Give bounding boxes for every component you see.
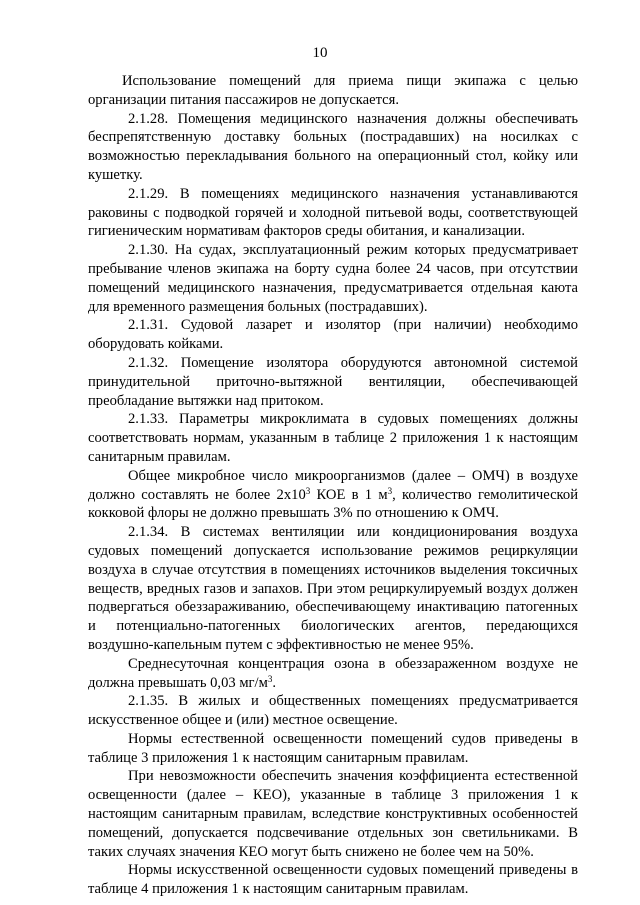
omch-text-part2: КОЕ в 1 м bbox=[310, 486, 388, 503]
omch-text-part1: Общее микробное число микроорганизмов (далее – ОМЧ) в воздухе должно составлять не более 2х10 bbox=[88, 467, 578, 503]
paragraph-artificial-lighting: Нормы искусственной освещенности судовых помещений приведены в таблице 4 приложения 1 к настоящим санитарным правилам. bbox=[88, 862, 578, 898]
paragraph-natural-lighting: Нормы естественной освещенности помещений судов приведены в таблице 3 приложения 1 к настоящим санитарным правилам. bbox=[88, 730, 578, 766]
paragraph-2-1-31: 2.1.31. Судовой лазарет и изолятор (при наличии) необходимо оборудовать койками. bbox=[88, 317, 578, 353]
paragraph-2-1-33: 2.1.33. Параметры микроклимата в судовых помещениях должны соответствовать нормам, указанным в таблице 2 приложения 1 к настоящим санитарным правилам. bbox=[88, 411, 578, 465]
paragraph-omch bbox=[88, 467, 578, 523]
paragraph-2-1-35: 2.1.35. В жилых и общественных помещениях предусматривается искусственное общее и (или) местное освещение. bbox=[88, 693, 578, 729]
omch-exponent-2: 3 bbox=[387, 485, 393, 496]
paragraph-2-1-32: 2.1.32. Помещение изолятора оборудуются автономной системой принудительной приточно-вытяжной вентиляции, обеспечивающей преобладание вытяжки над притоком. bbox=[88, 354, 578, 409]
page-number: 10 bbox=[312, 45, 328, 61]
omch-text-part3: , количество гемолитической кокковой флоры не должно превышать 3% по отношению к ОМЧ. bbox=[88, 486, 579, 522]
paragraph-2-1-34: 2.1.34. В системах вентиляции или кондиционирования воздуха судовых помещений допускается использование режимов рециркуляции воздуха в случае отсутствия в помещениях источников выделения токсичных веществ, вредных газов и запахов. При этом рециркулируемый воздух должен подвергаться обеззараживанию, обеспечивающему инактивацию патогенных и потенциально-патогенных биологических агентов, передающихся воздушно-капельным путем с эффективностью не менее 95%. bbox=[88, 524, 578, 653]
paragraph-2-1-29: 2.1.29. В помещениях медицинского назначения устанавливаются раковины с подводкой горячей и холодной питьевой воды, соответствующей гигиеническим нормативам факторов среды обитания, и канализации. bbox=[88, 185, 578, 240]
ozone-exponent: 3 bbox=[267, 673, 273, 684]
paragraph-keo: При невозможности обеспечить значения коэффициента естественной освещенности (далее – КЕО), указанные в таблице 3 приложения 1 к настоящим санитарным правилам, вследствие конструктивных особенностей помещений, допускается подсвечивание отдельных зон светильниками. В таких случаях значения КЕО могут быть снижено не более чем на 50%. bbox=[88, 768, 578, 860]
ozone-text-part1: Среднесуточная концентрация озона в обеззараженном воздухе не должна превышать 0,03 мг/м bbox=[88, 655, 578, 691]
paragraph-dining-rooms: Использование помещений для приема пищи экипажа с целью организации питания пассажиров не допускается. bbox=[88, 73, 578, 108]
paragraph-2-1-28: 2.1.28. Помещения медицинского назначения должны обеспечивать беспрепятственную доставку больных (пострадавших) на носилках с возможностью перекладывания больного на операционный стол, койку или кушетку. bbox=[88, 110, 578, 183]
ozone-text-part2: . bbox=[272, 674, 276, 691]
paragraph-2-1-30: 2.1.30. На судах, эксплуатационный режим которых предусматривает пребывание членов экипажа на борту судна более 24 часов, при отсутствии помещений медицинского назначения, предусматривается отдельная каюта для временного размещения больных (пострадавших). bbox=[88, 242, 578, 315]
omch-exponent-1: 3 bbox=[305, 485, 311, 496]
paragraph-ozone bbox=[88, 655, 578, 693]
document-body bbox=[88, 72, 578, 899]
